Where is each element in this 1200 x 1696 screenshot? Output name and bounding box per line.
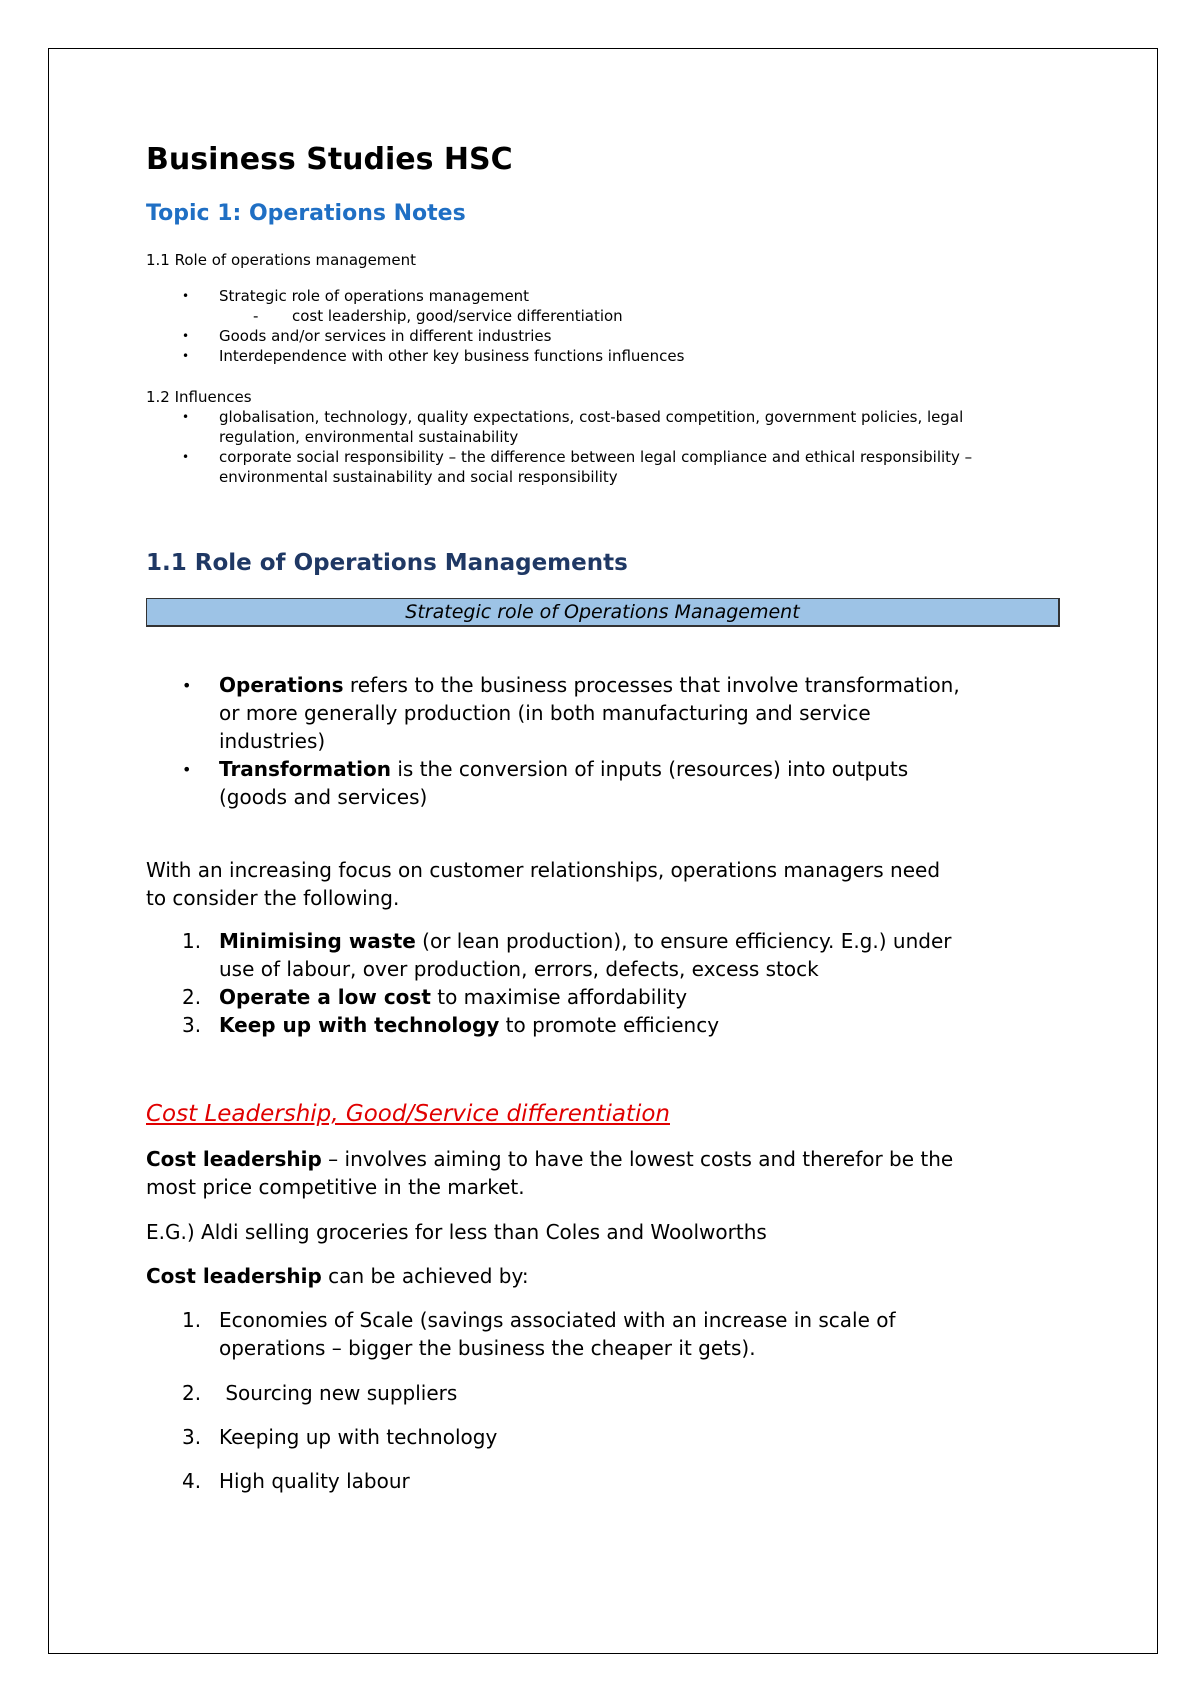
outline-item: [146, 326, 1066, 346]
outline-item: [146, 346, 1066, 366]
consideration-text: to maximise affordability: [430, 985, 688, 1009]
definition-text: refers to the business processes that involve transformation,: [343, 673, 960, 697]
outline-item-text: Interdependence with other key business functions influences: [219, 347, 685, 365]
method-item: [146, 1306, 1066, 1362]
definition-item: [146, 755, 1066, 811]
consideration-text: use of labour, over production, errors, defects, excess stock: [219, 957, 819, 981]
method-text: High quality labour: [219, 1469, 410, 1493]
section-heading: 1.1 Role of Operations Managements: [146, 550, 628, 576]
definition-text: is the conversion of inputs (resources) into outputs: [390, 757, 909, 781]
cost-leadership-heading: Cost Leadership, Good/Service differentiation: [146, 1101, 670, 1127]
consideration-term: Minimising waste: [219, 929, 416, 953]
outline-item-text: Strategic role of operations management: [219, 287, 530, 305]
list-number: 3.: [182, 1425, 202, 1449]
outline-1-2-label: 1.2 Influences: [146, 388, 252, 406]
definition-term: Transformation: [219, 757, 391, 781]
outline-subitem-text: cost leadership, good/service differentiation: [292, 307, 623, 325]
method-item: [146, 1379, 1066, 1407]
bullet-icon: •: [182, 410, 190, 424]
consideration-item: [146, 983, 1066, 1011]
intro-paragraph-line: to consider the following.: [146, 886, 400, 910]
definition-text: or more generally production (in both manufacturing and service: [219, 701, 871, 725]
outline-item: [146, 286, 1066, 306]
outline-1-1-label: 1.1 Role of operations management: [146, 251, 417, 269]
list-number: 2.: [182, 985, 202, 1009]
outline-item-line: corporate social responsibility – the difference between legal compliance and ethical responsibility –: [219, 448, 973, 466]
achieved-by-term: Cost leadership: [146, 1264, 322, 1288]
list-number: 4.: [182, 1469, 202, 1493]
consideration-item: [146, 927, 1066, 983]
bullet-icon: •: [182, 349, 190, 363]
cost-leadership-text: – involves aiming to have the lowest costs and therefor be the: [321, 1147, 954, 1171]
consideration-item: [146, 1011, 1066, 1039]
list-number: 2.: [182, 1381, 202, 1405]
outline-item: [146, 447, 1066, 487]
bullet-icon: •: [182, 329, 190, 343]
consideration-text: (or lean production), to ensure efficiency. E.g.) under: [415, 929, 952, 953]
outline-item-line: environmental sustainability and social responsibility: [219, 468, 618, 486]
topic-title: Topic 1: Operations Notes: [146, 201, 466, 226]
consideration-text: to promote efficiency: [499, 1013, 720, 1037]
outline-item-text: Goods and/or services in different industries: [219, 327, 552, 345]
method-item: [146, 1423, 1066, 1451]
bullet-icon: •: [182, 760, 192, 779]
outline-item: [146, 407, 1066, 447]
outline-item-line: regulation, environmental sustainability: [219, 428, 519, 446]
list-number: 3.: [182, 1013, 202, 1037]
consideration-term: Operate a low cost: [219, 985, 431, 1009]
example-line: E.G.) Aldi selling groceries for less than Coles and Woolworths: [146, 1220, 767, 1244]
definition-item: [146, 671, 1066, 755]
cost-leadership-text: most price competitive in the market.: [146, 1175, 525, 1199]
bullet-icon: •: [182, 676, 192, 695]
consideration-term: Keep up with technology: [219, 1013, 500, 1037]
method-text: Sourcing new suppliers: [219, 1381, 458, 1405]
bullet-icon: •: [182, 289, 190, 303]
cost-leadership-term: Cost leadership: [146, 1147, 322, 1171]
list-number: 1.: [182, 1308, 202, 1332]
definition-text: industries): [219, 729, 326, 753]
method-text: Economies of Scale (savings associated with an increase in scale of: [219, 1308, 896, 1332]
dash-icon: -: [253, 307, 259, 325]
outline-subitem: [146, 306, 1066, 326]
outline-item-line: globalisation, technology, quality expectations, cost-based competition, government policies, legal: [219, 408, 964, 426]
definition-term: Operations: [219, 673, 344, 697]
method-item: [146, 1467, 1066, 1495]
document-title: Business Studies HSC: [146, 142, 513, 177]
method-text: operations – bigger the business the cheaper it gets).: [219, 1336, 756, 1360]
bullet-icon: •: [182, 450, 190, 464]
method-text: Keeping up with technology: [219, 1425, 498, 1449]
definition-text: (goods and services): [219, 785, 428, 809]
list-number: 1.: [182, 929, 202, 953]
banner-strategic-role: Strategic role of Operations Management: [146, 598, 1060, 627]
achieved-by-text: can be achieved by:: [321, 1264, 529, 1288]
intro-paragraph-line: With an increasing focus on customer relationships, operations managers need: [146, 858, 941, 882]
